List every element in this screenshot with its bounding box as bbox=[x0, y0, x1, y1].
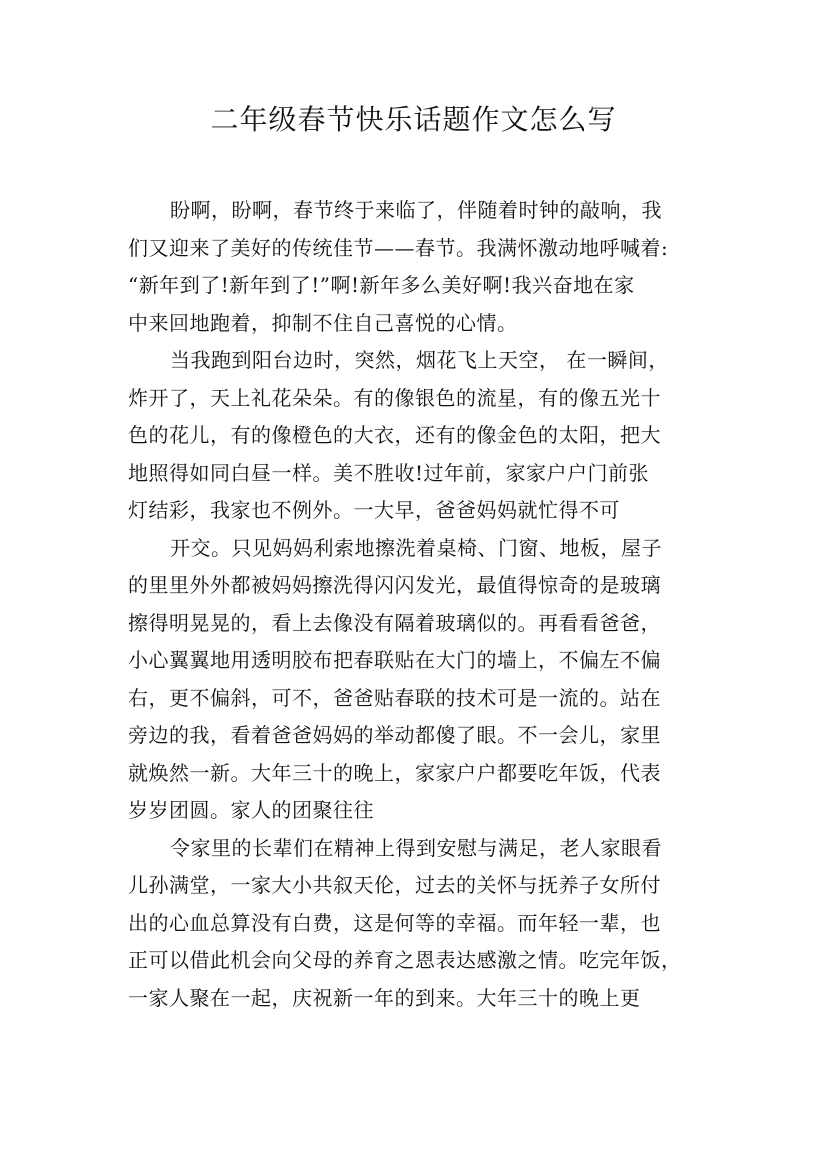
text-line: 盼啊，盼啊，春节终于来临了，伴随着时钟的敲响，我 bbox=[170, 198, 662, 222]
essay-body bbox=[128, 192, 704, 1017]
text-line: 一家人聚在一起，庆祝新一年的到来。大年三十的晚上更 bbox=[128, 985, 641, 1010]
text-line: 儿孙满堂，一家大小共叙天伦，过去的关怀与抚养子女所付 bbox=[128, 873, 661, 897]
text-line: 开交。只见妈妈利索地擦洗着桌椅、门窗、地板，屋子 bbox=[170, 535, 662, 560]
text-line: 旁边的我，看着爸爸妈妈的举动都傻了眼。不一会儿，家里 bbox=[128, 723, 661, 747]
text-line: 地照得如同白昼一样。美不胜收!过年前，家家户户门前张 bbox=[128, 460, 650, 485]
text-line: 就焕然一新。大年三十的晚上，家家户户都要吃年饭，代表 bbox=[128, 760, 661, 785]
text-line: 的里里外外都被妈妈擦洗得闪闪发光，最值得惊奇的是玻璃 bbox=[128, 573, 661, 597]
text-line: 出的心血总算没有白费，这是何等的幸福。而年轻一辈，也 bbox=[128, 910, 661, 935]
text-line: 岁岁团圆。家人的团聚往往 bbox=[128, 798, 374, 822]
text-line: 右，更不偏斜，可不，爸爸贴春联的技术可是一流的。站在 bbox=[128, 685, 661, 710]
text-line: 色的花儿，有的像橙色的大衣，还有的像金色的太阳，把大 bbox=[128, 423, 661, 447]
text-line: “新年到了!新年到了!”啊!新年多么美好啊!我兴奋地在家 bbox=[128, 273, 635, 297]
text-line: 中来回地跑着，抑制不住自己喜悦的心情。 bbox=[128, 310, 518, 335]
text-line: 们又迎来了美好的传统佳节——春节。我满怀激动地呼喊着: bbox=[128, 235, 669, 260]
document-title: 二年级春节快乐话题作文怎么写 bbox=[210, 103, 617, 136]
text-line: 令家里的长辈们在精神上得到安慰与满足，老人家眼看 bbox=[170, 835, 662, 860]
text-line: 擦得明晃晃的，看上去像没有隔着玻璃似的。再看看爸爸， bbox=[128, 610, 661, 635]
text-line: 正可以借此机会向父母的养育之恩表达感激之情。吃完年饭， bbox=[128, 948, 682, 972]
text-line: 灯结彩，我家也不例外。一大早，爸爸妈妈就忙得不可 bbox=[128, 498, 620, 522]
text-line: 炸开了，天上礼花朵朵。有的像银色的流星，有的像五光十 bbox=[128, 385, 661, 410]
text-line: 小心翼翼地用透明胶布把春联贴在大门的墙上，不偏左不偏 bbox=[128, 648, 661, 672]
text-line: 当我跑到阳台边时，突然，烟花飞上天空， 在一瞬间， bbox=[170, 348, 669, 372]
